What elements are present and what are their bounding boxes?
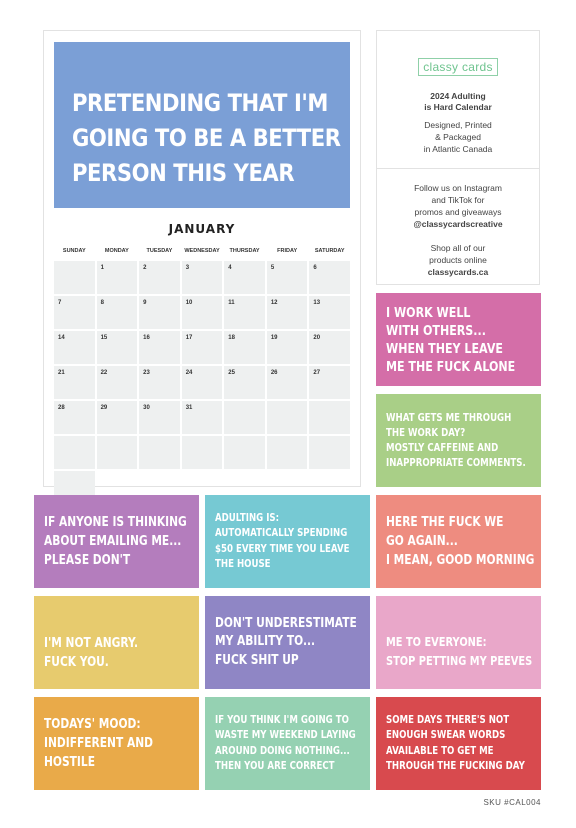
- card-text-line: HOSTILE: [44, 755, 95, 770]
- date-number: 31: [185, 405, 193, 411]
- card-text-line: WASTE MY WEEKEND LAYING: [215, 729, 356, 741]
- shop-line: Shop all of our: [430, 243, 486, 253]
- card-text-line: $50 EVERY TIME YOU LEAVE: [215, 542, 350, 555]
- date-number: 16: [143, 335, 150, 341]
- headline-line: PRETENDING THAT I'M: [72, 89, 328, 117]
- headline-line: GOING TO BE A BETTER: [72, 124, 341, 152]
- card-swear-words: [376, 697, 541, 790]
- follow-line: promos and giveaways: [414, 207, 502, 217]
- card-text-line: TODAYS' MOOD:: [44, 717, 141, 732]
- card-waste-weekend: [205, 697, 370, 790]
- card-text-line: INDIFFERENT AND: [44, 736, 153, 751]
- date-number: 8: [100, 300, 104, 306]
- brand-logo: classy cards: [418, 58, 498, 76]
- made-line: in Atlantic Canada: [423, 144, 493, 154]
- day-of-week-label: TUESDAY: [146, 248, 173, 254]
- date-cell: [97, 296, 138, 329]
- date-cell: [139, 296, 180, 329]
- card-text-line: ADULTING IS:: [215, 511, 280, 524]
- date-cell: [97, 261, 138, 294]
- date-cell: [54, 401, 95, 434]
- date-number: 5: [270, 265, 275, 271]
- date-cell: [309, 401, 350, 434]
- date-cell: [224, 331, 265, 364]
- instagram-handle: @classycardscreative: [413, 219, 503, 229]
- date-number: 6: [313, 265, 317, 271]
- shop-line: products online: [429, 255, 487, 265]
- card-adulting: [205, 495, 370, 588]
- date-cell: [267, 296, 308, 329]
- day-of-week-label: SATURDAY: [314, 248, 345, 254]
- card-text-line: IF YOU THINK I'M GOING TO: [215, 713, 349, 726]
- card-text-line: ENOUGH SWEAR WORDS: [386, 729, 506, 741]
- date-number: 21: [58, 370, 65, 376]
- date-cell: [182, 296, 223, 329]
- day-of-week-label: MONDAY: [104, 248, 129, 254]
- shop-text: [377, 242, 539, 278]
- date-number: 4: [228, 265, 232, 271]
- date-grid: [54, 261, 350, 504]
- date-cell: [54, 366, 95, 399]
- divider: [377, 168, 539, 169]
- made-line: & Packaged: [435, 132, 481, 142]
- date-cell: [182, 436, 223, 469]
- date-cell: [224, 366, 265, 399]
- date-cell: [182, 261, 223, 294]
- card-work-day: [376, 394, 541, 487]
- card-text-line: ME TO EVERYONE:: [386, 634, 487, 649]
- date-cell: [267, 366, 308, 399]
- follow-text: [377, 182, 539, 230]
- days-of-week-row: [54, 242, 350, 260]
- card-text-line: MY ABILITY TO...: [215, 634, 316, 650]
- date-number: 1: [100, 265, 104, 271]
- date-number: 10: [185, 300, 193, 306]
- date-cell: [54, 296, 95, 329]
- card-not-angry: [34, 596, 199, 689]
- card-petting-peeves: [376, 596, 541, 689]
- date-cell: [139, 436, 180, 469]
- date-cell: [224, 401, 265, 434]
- date-number: 2: [143, 265, 147, 271]
- date-number: 24: [185, 370, 193, 376]
- date-number: 30: [143, 405, 150, 411]
- card-text-line: WITH OTHERS...: [386, 322, 486, 339]
- made-line: Designed, Printed: [424, 120, 492, 130]
- date-number: 17: [185, 335, 193, 341]
- card-text-line: STOP PETTING MY PEEVES: [386, 653, 533, 668]
- date-cell: [267, 331, 308, 364]
- card-text-line: AVAILABLE TO GET ME: [386, 744, 494, 757]
- date-cell: [267, 401, 308, 434]
- card-text-line: SOME DAYS THERE'S NOT: [386, 713, 510, 726]
- date-number: 20: [313, 335, 321, 341]
- date-cell: [139, 366, 180, 399]
- product-title: [377, 91, 539, 113]
- date-number: 13: [313, 300, 321, 306]
- card-text-line: FUCK SHIT UP: [215, 652, 299, 668]
- date-cell: [182, 401, 223, 434]
- card-underestimate: [205, 596, 370, 689]
- card-text-line: THROUGH THE FUCKING DAY: [386, 760, 525, 772]
- card-work-well: [376, 293, 541, 386]
- date-cell: [54, 261, 95, 294]
- card-text-line: IF ANYONE IS THINKING: [44, 515, 187, 530]
- date-cell: [54, 436, 95, 469]
- follow-line: Follow us on Instagram: [414, 183, 502, 193]
- calendar-headline: [54, 42, 350, 208]
- date-cell: [182, 331, 223, 364]
- month-title: JANUARY: [168, 222, 236, 236]
- date-number: 11: [228, 300, 235, 306]
- card-text-line: FUCK YOU.: [44, 654, 109, 670]
- card-text-line: THE HOUSE: [215, 558, 271, 570]
- card-text-line: I MEAN, GOOD MORNING: [386, 553, 535, 568]
- website-link: classycards.ca: [427, 267, 489, 277]
- day-of-week-label: SUNDAY: [62, 248, 86, 254]
- day-of-week-label: FRIDAY: [277, 248, 298, 254]
- date-cell: [54, 331, 95, 364]
- date-number: 27: [313, 370, 321, 376]
- date-number: 18: [228, 335, 235, 341]
- date-cell: [139, 401, 180, 434]
- card-text-line: DON'T UNDERESTIMATE: [215, 615, 357, 631]
- date-number: 26: [270, 370, 278, 376]
- card-text-line: HERE THE FUCK WE: [386, 515, 504, 530]
- date-cell: [224, 261, 265, 294]
- date-number: 12: [270, 300, 278, 306]
- card-text-line: AROUND DOING NOTHING...: [215, 744, 350, 757]
- date-number: 25: [228, 370, 235, 376]
- date-number: 29: [100, 405, 108, 411]
- headline-line: PERSON THIS YEAR: [72, 159, 295, 187]
- date-cell: [267, 436, 308, 469]
- day-of-week-label: THURSDAY: [229, 248, 260, 254]
- card-text-line: PLEASE DON'T: [44, 553, 131, 568]
- date-cell: [182, 366, 223, 399]
- date-number: 9: [143, 300, 147, 306]
- date-cell: [97, 401, 138, 434]
- made-in-text: [377, 119, 539, 155]
- card-text-line: INAPPROPRIATE COMMENTS.: [386, 456, 526, 469]
- date-number: 15: [100, 335, 108, 341]
- date-number: 23: [143, 370, 150, 376]
- date-number: 22: [100, 370, 108, 376]
- card-text-line: THEN YOU ARE CORRECT: [215, 760, 335, 772]
- date-cell: [97, 331, 138, 364]
- product-title-line: is Hard Calendar: [424, 102, 492, 112]
- date-number: 7: [58, 300, 62, 306]
- product-title-line: 2024 Adulting: [430, 91, 486, 101]
- date-number: 19: [270, 335, 278, 341]
- date-cell: [224, 436, 265, 469]
- card-text-line: ME THE FUCK ALONE: [386, 358, 516, 375]
- date-number: 3: [185, 265, 190, 271]
- card-text-line: GO AGAIN...: [386, 534, 458, 549]
- card-good-morning: [376, 495, 541, 588]
- calendar-page: [43, 30, 361, 487]
- date-cell: [309, 436, 350, 469]
- day-of-week-label: WEDNESDAY: [184, 248, 220, 254]
- date-number: 14: [58, 335, 65, 341]
- sku-label: SKU #CAL004: [483, 798, 541, 807]
- date-cell: [224, 296, 265, 329]
- date-cell: [309, 296, 350, 329]
- card-text-line: WHAT GETS ME THROUGH: [386, 411, 512, 424]
- card-text-line: WHEN THEY LEAVE: [386, 340, 503, 357]
- card-text-line: THE WORK DAY?: [386, 426, 466, 439]
- card-text-line: I WORK WELL: [386, 304, 471, 321]
- card-text-line: MOSTLY CAFFEINE AND: [386, 441, 499, 454]
- date-cell: [97, 366, 138, 399]
- date-cell: [309, 331, 350, 364]
- date-number: 28: [58, 405, 65, 411]
- info-panel: [376, 30, 540, 285]
- card-text-line: ABOUT EMAILING ME...: [44, 534, 182, 549]
- date-cell: [309, 366, 350, 399]
- card-emailing: [34, 495, 199, 588]
- date-cell: [139, 261, 180, 294]
- card-todays-mood: [34, 697, 199, 790]
- card-text-line: AUTOMATICALLY SPENDING: [215, 527, 348, 539]
- date-cell: [267, 261, 308, 294]
- follow-line: and TikTok for: [431, 195, 485, 205]
- date-cell: [97, 436, 138, 469]
- card-text-line: I'M NOT ANGRY.: [44, 635, 139, 651]
- date-cell: [139, 331, 180, 364]
- date-cell: [309, 261, 350, 294]
